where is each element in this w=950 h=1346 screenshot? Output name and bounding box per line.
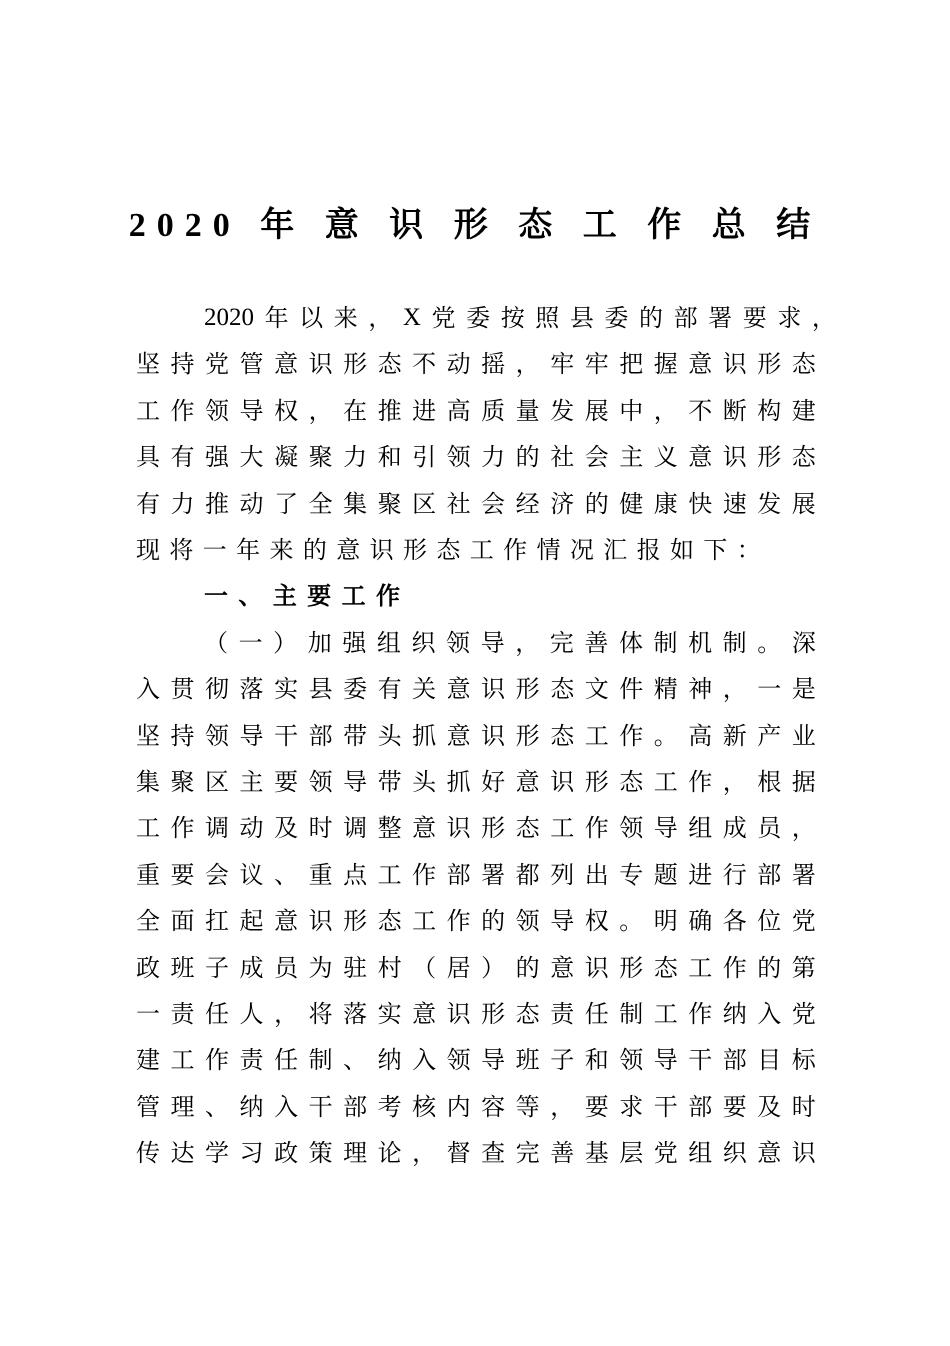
text-line: 2020 年 以 来 ， X 党 委 按 照 县 委 的 部 署 要 求 ，	[204, 304, 836, 332]
text-line: 建 工 作 责 任 制 、 纳 入 领 导 班 子 和 领 导 干 部 目 标	[136, 1046, 816, 1075]
text-line: 坚 持 党 管 意 识 形 态 不 动 摇 ， 牢 牢 把 握 意 识 形 态	[136, 350, 816, 379]
text-line: 具 有 强 大 凝 聚 力 和 引 领 力 的 社 会 主 义 意 识 形 态	[136, 443, 816, 472]
text-line: 有 力 推 动 了 全 集 聚 区 社 会 经 济 的 健 康 快 速 发 展	[136, 489, 816, 518]
text-line: （ 一 ） 加 强 组 织 领 导 ， 完 善 体 制 机 制 。 深	[204, 628, 816, 657]
text-line: 一 责 任 人 ， 将 落 实 意 识 形 态 责 任 制 工 作 纳 入 党	[136, 1000, 816, 1028]
document-title: 2020 年 意 识 形 态 工 作 总 结	[128, 207, 822, 244]
text-line: 工 作 领 导 权 ， 在 推 进 高 质 量 发 展 中 ， 不 断 构 建	[136, 396, 816, 425]
text-line: 现 将 一 年 来 的 意 识 形 态 工 作 情 况 汇 报 如 下 ：	[136, 536, 761, 564]
text-line: 政 班 子 成 员 为 驻 村 （ 居 ） 的 意 识 形 态 工 作 的 第	[136, 953, 816, 982]
text-line: 集 聚 区 主 要 领 导 带 头 抓 好 意 识 形 态 工 作 ， 根 据	[136, 768, 816, 796]
text-line: 入 贯 彻 落 实 县 委 有 关 意 识 形 态 文 件 精 神 ， 一 是	[136, 675, 816, 704]
text-line: 重 要 会 议 、 重 点 工 作 部 署 都 列 出 专 题 进 行 部 署	[136, 860, 816, 889]
text-line: 传 达 学 习 政 策 理 论 ， 督 查 完 善 基 层 党 组 织 意 识	[136, 1139, 816, 1168]
text-line: 全 面 扛 起 意 识 形 态 工 作 的 领 导 权 。 明 确 各 位 党	[136, 907, 816, 936]
text-line: 工 作 调 动 及 时 调 整 意 识 形 态 工 作 领 导 组 成 员 ，	[136, 814, 816, 843]
text-line: 管 理 、 纳 入 干 部 考 核 内 容 等 ， 要 求 干 部 要 及 时	[136, 1092, 816, 1121]
section-heading: 一 、 主 要 工 作	[204, 581, 400, 611]
text-line: 坚 持 领 导 干 部 带 头 抓 意 识 形 态 工 作 。 高 新 产 业	[136, 721, 816, 750]
